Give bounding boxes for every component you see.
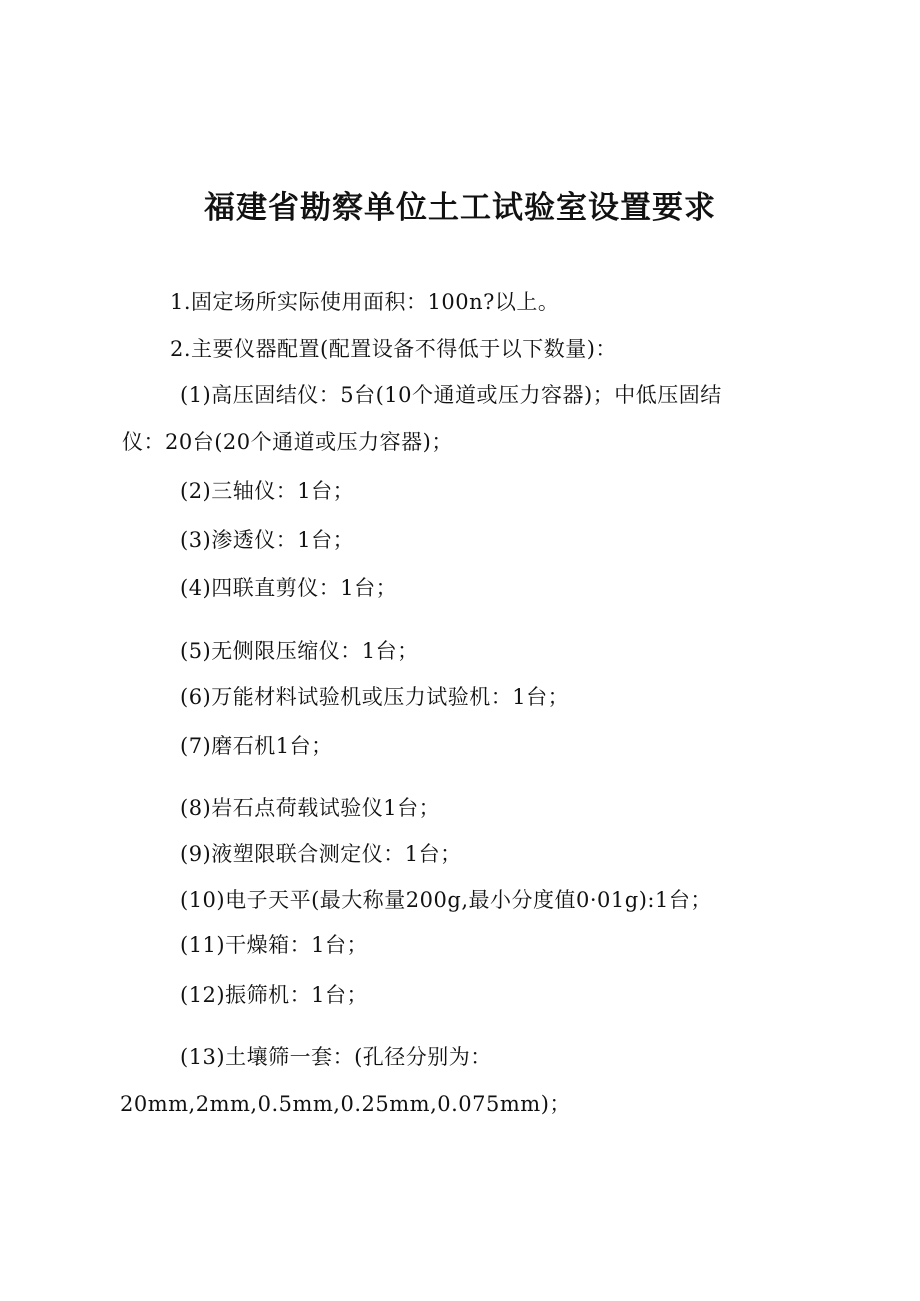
instrument-item-9: (9)液塑限联合测定仪：1台； <box>180 842 462 866</box>
instrument-item-11: (11)干燥箱：1台； <box>180 933 368 957</box>
instrument-item-6: (6)万能材料试验机或压力试验机：1台； <box>180 685 570 709</box>
instrument-item-8: (8)岩石点荷载试验仪1台； <box>180 796 441 820</box>
instrument-item-13: (13)土壤筛一套：(孔径分别为： <box>180 1045 492 1069</box>
instrument-item-7: (7)磨石机1台； <box>180 734 333 758</box>
requirement-instruments-heading: 2.主要仪器配置(配置设备不得低于以下数量)： <box>170 337 617 361</box>
requirement-area: 1.固定场所实际使用面积：100n?以上。 <box>170 290 560 314</box>
instrument-item-2: (2)三轴仪：1台； <box>180 479 355 503</box>
instrument-item-12: (12)振筛机：1台； <box>180 983 368 1007</box>
instrument-item-1: (1)高压固结仪：5台(10个通道或压力容器)；中低压固结 <box>180 383 722 407</box>
document-title: 福建省勘察单位土工试验室设置要求 <box>204 190 716 226</box>
instrument-item-5: (5)无侧限压缩仪：1台； <box>180 639 419 663</box>
instrument-item-13-continued: 20mm,2mm,0.5mm,0.25mm,0.075mm)； <box>120 1092 571 1116</box>
instrument-item-10: (10)电子天平(最大称量200g,最小分度值0·01g):1台； <box>180 888 712 912</box>
instrument-item-4: (4)四联直剪仪：1台； <box>180 576 398 600</box>
instrument-item-3: (3)渗透仪：1台； <box>180 528 355 552</box>
instrument-item-1-continued: 仪：20台(20个通道或压力容器)； <box>122 430 453 454</box>
